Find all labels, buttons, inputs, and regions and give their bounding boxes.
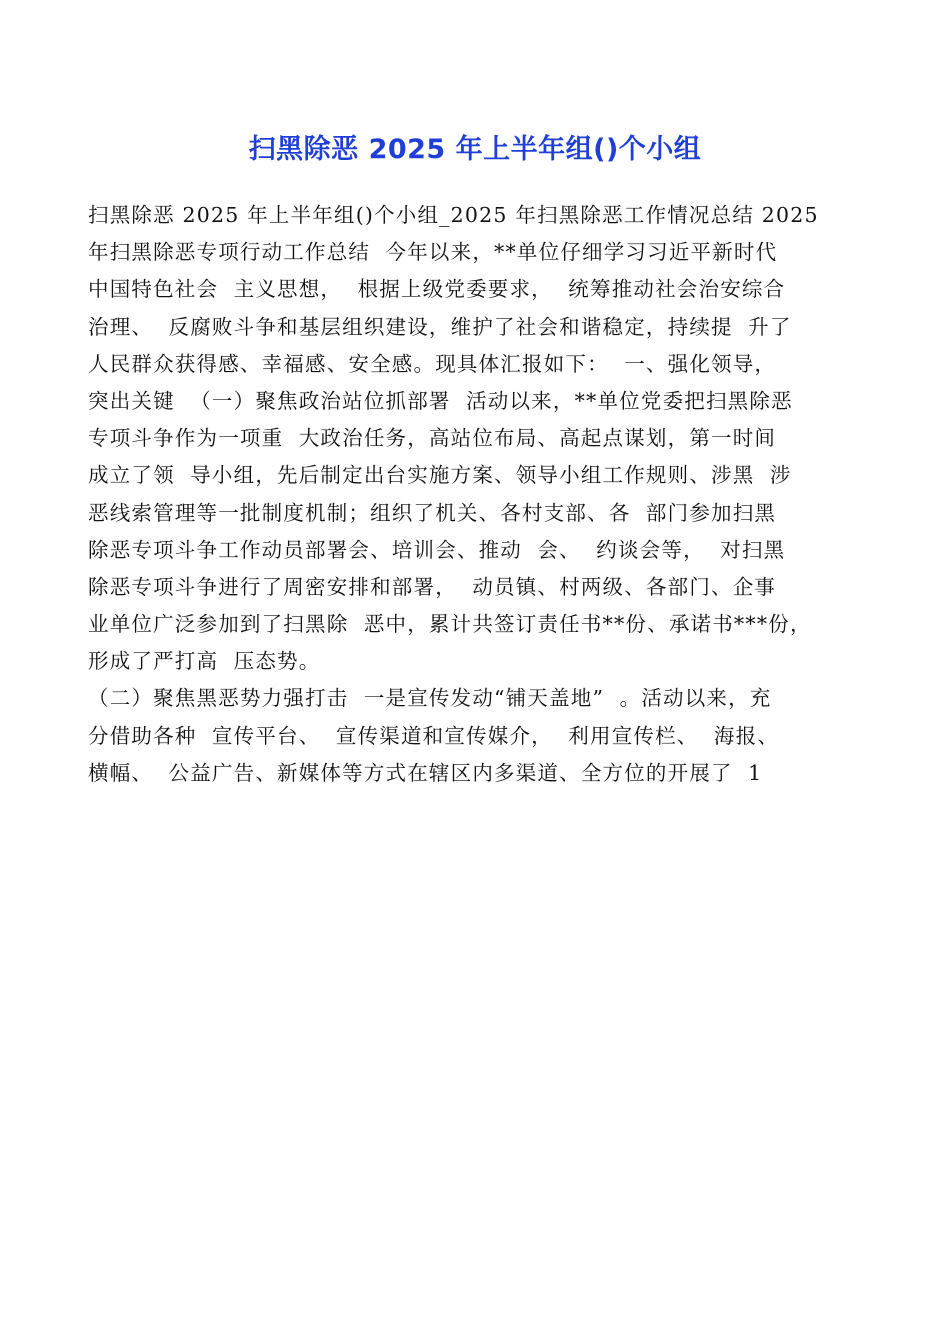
body-line: 除恶专项斗争工作动员部署会、培训会、推动 会、 约谈会等， 对扫黑 [88, 537, 786, 562]
body-line: 治理、 反腐败斗争和基层组织建设，维护了社会和谐稳定，持续提 升了 [88, 314, 792, 339]
body-line: 分借助各种 宣传平台、 宣传渠道和宣传媒介， 利用宣传栏、 海报、 [88, 723, 780, 748]
body-line: 形成了严打高 压态势。 [88, 649, 321, 674]
body-line: 除恶专项斗争进行了周密安排和部署， 动员镇、村两级、各部门、企事 [88, 574, 777, 599]
body-line: （二）聚焦黑恶势力强打击 一是宣传发动“铺天盖地” 。活动以来，充 [88, 686, 772, 711]
body-line: 扫黑除恶 2025 年上半年组()个小组_2025 年扫黑除恶工作情况总结 2025 [88, 203, 819, 227]
body-line: 人民群众获得感、幸福感、安全感。现具体汇报如下： 一、强化领导， [88, 351, 777, 376]
body-line: 成立了领 导小组，先后制定出台实施方案、领导小组工作规则、涉黑 涉 [88, 463, 792, 488]
body-line: 年扫黑除恶专项行动工作总结 今年以来，**单位仔细学习习近平新时代 [88, 240, 778, 265]
document-title: 扫黑除恶 2025 年上半年组()个小组 [248, 134, 702, 165]
document-body [88, 197, 878, 792]
body-line: 中国特色社会 主义思想， 根据上级党委要求， 统筹推动社会治安综合 [88, 277, 786, 302]
body-line: 突出关键 （一）聚焦政治站位抓部署 活动以来，**单位党委把扫黑除恶 [88, 388, 793, 413]
body-line: 恶线索管理等一批制度机制；组织了机关、各村支部、各 部门参加扫黑 [88, 500, 777, 525]
body-line: 专项斗争作为一项重 大政治任务，高站位布局、高起点谋划，第一时间 [88, 426, 777, 451]
body-line: 业单位广泛参加到了扫黑除 恶中，累计共签订责任书**份、承诺书***份， [88, 612, 812, 637]
body-line: 横幅、 公益广告、新媒体等方式在辖区内多渠道、全方位的开展了 1 [88, 760, 763, 785]
